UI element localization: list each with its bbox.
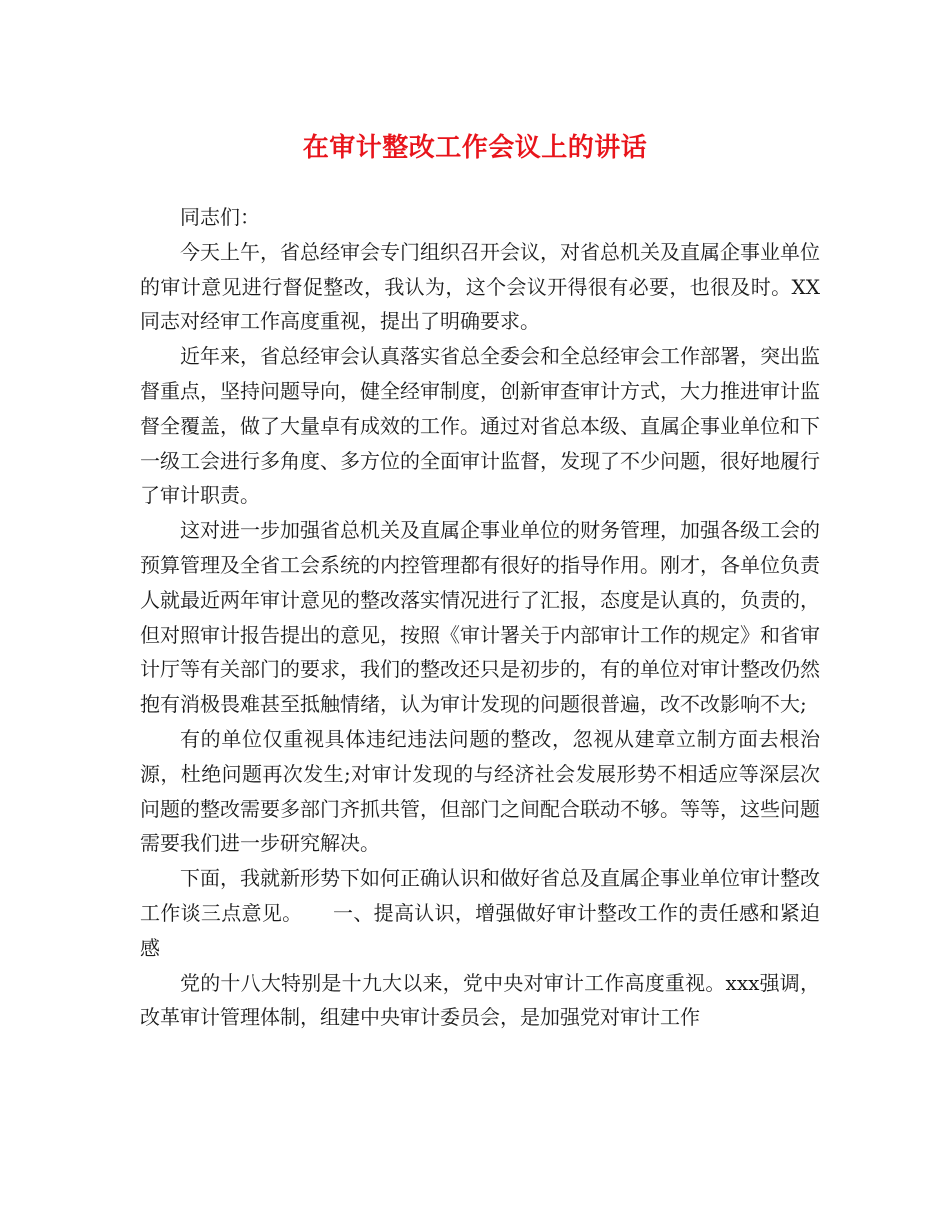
body-paragraph: 下面，我就新形势下如何正确认识和做好省总及直属企事业单位审计整改工作谈三点意见。 一、提高认识，增强做好审计整改工作的责任感和紧迫感 — [140, 866, 820, 960]
body-paragraph: 今天上午，省总经审会专门组织召开会议，对省总机关及直属企事业单位的审计意见进行督促整改，我认为，这个会议开得很有必要，也很及时。XX同志对经审工作高度重视，提出了明确要求。 — [140, 239, 820, 334]
body-paragraph: 党的十八大特别是十九大以来，党中央对审计工作高度重视。xxx强调，改革审计管理体制，组建中央审计委员会，是加强党对审计工作 — [140, 970, 820, 1030]
body-paragraph: 有的单位仅重视具体违纪违法问题的整改，忽视从建章立制方面去根治源，杜绝问题再次发生;对审计发现的与经济社会发展形势不相适应等深层次问题的整改需要多部门齐抓共管，但部门之间配合联动不够。等等，这些问题需要我们进一步研究解决。 — [140, 726, 820, 856]
salutation-paragraph: 同志们： — [180, 205, 260, 229]
document-title: 在审计整改工作会议上的讲话 — [302, 133, 648, 163]
document-body — [140, 200, 820, 1035]
body-paragraph: 近年来，省总经审会认真落实省总全委会和全总经审会工作部署，突出监督重点，坚持问题导向，健全经审制度，创新审查审计方式，大力推进审计监督全覆盖，做了大量卓有成效的工作。通过对省总本级、直属企事业单位和下一级工会进行多角度、多方位的全面审计监督，发现了不少问题，很好地履行了审计职责。 — [140, 344, 820, 508]
body-paragraph: 这对进一步加强省总机关及直属企事业单位的财务管理，加强各级工会的预算管理及全省工会系统的内控管理都有很好的指导作用。刚才，各单位负责人就最近两年审计意见的整改落实情况进行了汇报，态度是认真的，负责的，但对照审计报告提出的意见，按照《审计署关于内部审计工作的规定》和省审计厅等有关部门的要求，我们的整改还只是初步的，有的单位对审计整改仍然抱有消极畏难甚至抵触情绪，认为审计发现的问题很普遍，改不改影响不大; — [140, 518, 820, 717]
